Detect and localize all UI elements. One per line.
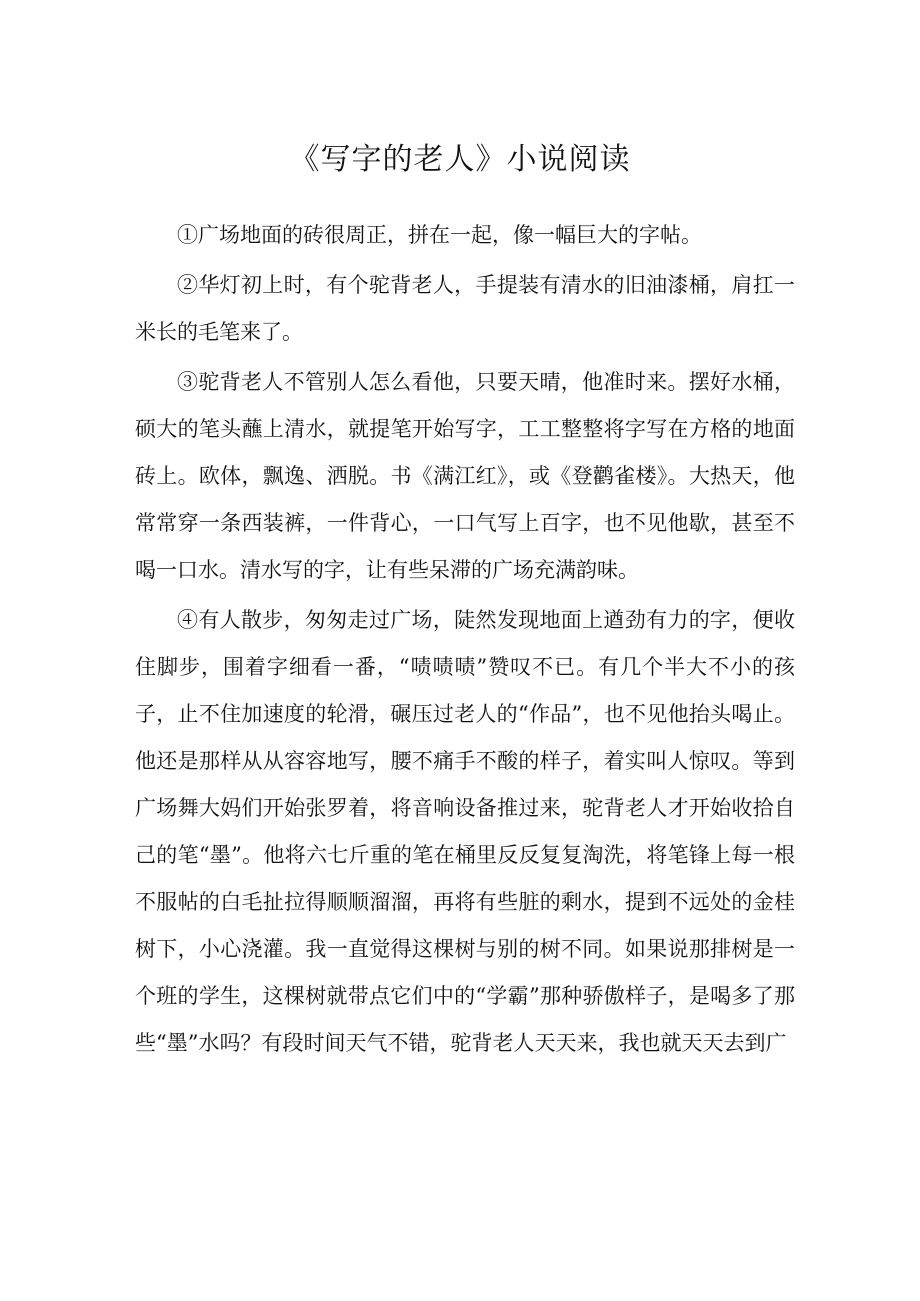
paragraph-3: ③驼背老人不管别人怎么看他，只要天晴，他准时来。摆好水桶，硕大的笔头蘸上清水，就提笔开始写字，工工整整将字写在方格的地面砖上。欧体，飘逸、洒脱。书《满江红》，或《登鹳雀楼》。大热天，他常常穿一条西装裤，一件背心，一口气写上百字，也不见他歇，甚至不喝一口水。清水写的字，让有些呆滞的广场充满韵味。 bbox=[135, 370, 795, 582]
paragraph-4: ④有人散步，匆匆走过广场，陡然发现地面上遒劲有力的字，便收住脚步，围着字细看一番，“啧啧啧”赞叹不已。有几个半大不小的孩子，止不住加速度的轮滑，碾压过老人的“作品”，也不见他抬头喝止。他还是那样从从容容地写，腰不痛手不酸的样子，着实叫人惊叹。等到广场舞大妈们开始张罗着，将音响设备推过来，驼背老人才开始收拾自己的笔“墨”。他将六七斤重的笔在桶里反反复复淘洗，将笔锋上每一根不服帖的白毛扯拉得顺顺溜溜，再将有些脏的剩水，提到不远处的金桂树下，小心浇灌。我一直觉得这棵树与别的树不同。如果说那排树是一个班的学生，这棵树就带点它们中的“学霸”那种骄傲样子，是喝多了那些“墨”水吗？有段时间天气不错，驼背老人天天来，我也就天天去到广 bbox=[135, 608, 795, 1055]
document-title: 《写字的老人》小说阅读 bbox=[289, 142, 631, 177]
document-body bbox=[135, 212, 795, 1070]
paragraph-1: ①广场地面的砖很周正，拼在一起，像一幅巨大的字帖。 bbox=[177, 223, 702, 247]
paragraph-2: ②华灯初上时，有个驼背老人，手提装有清水的旧油漆桶，肩扛一米长的毛笔来了。 bbox=[135, 273, 795, 344]
